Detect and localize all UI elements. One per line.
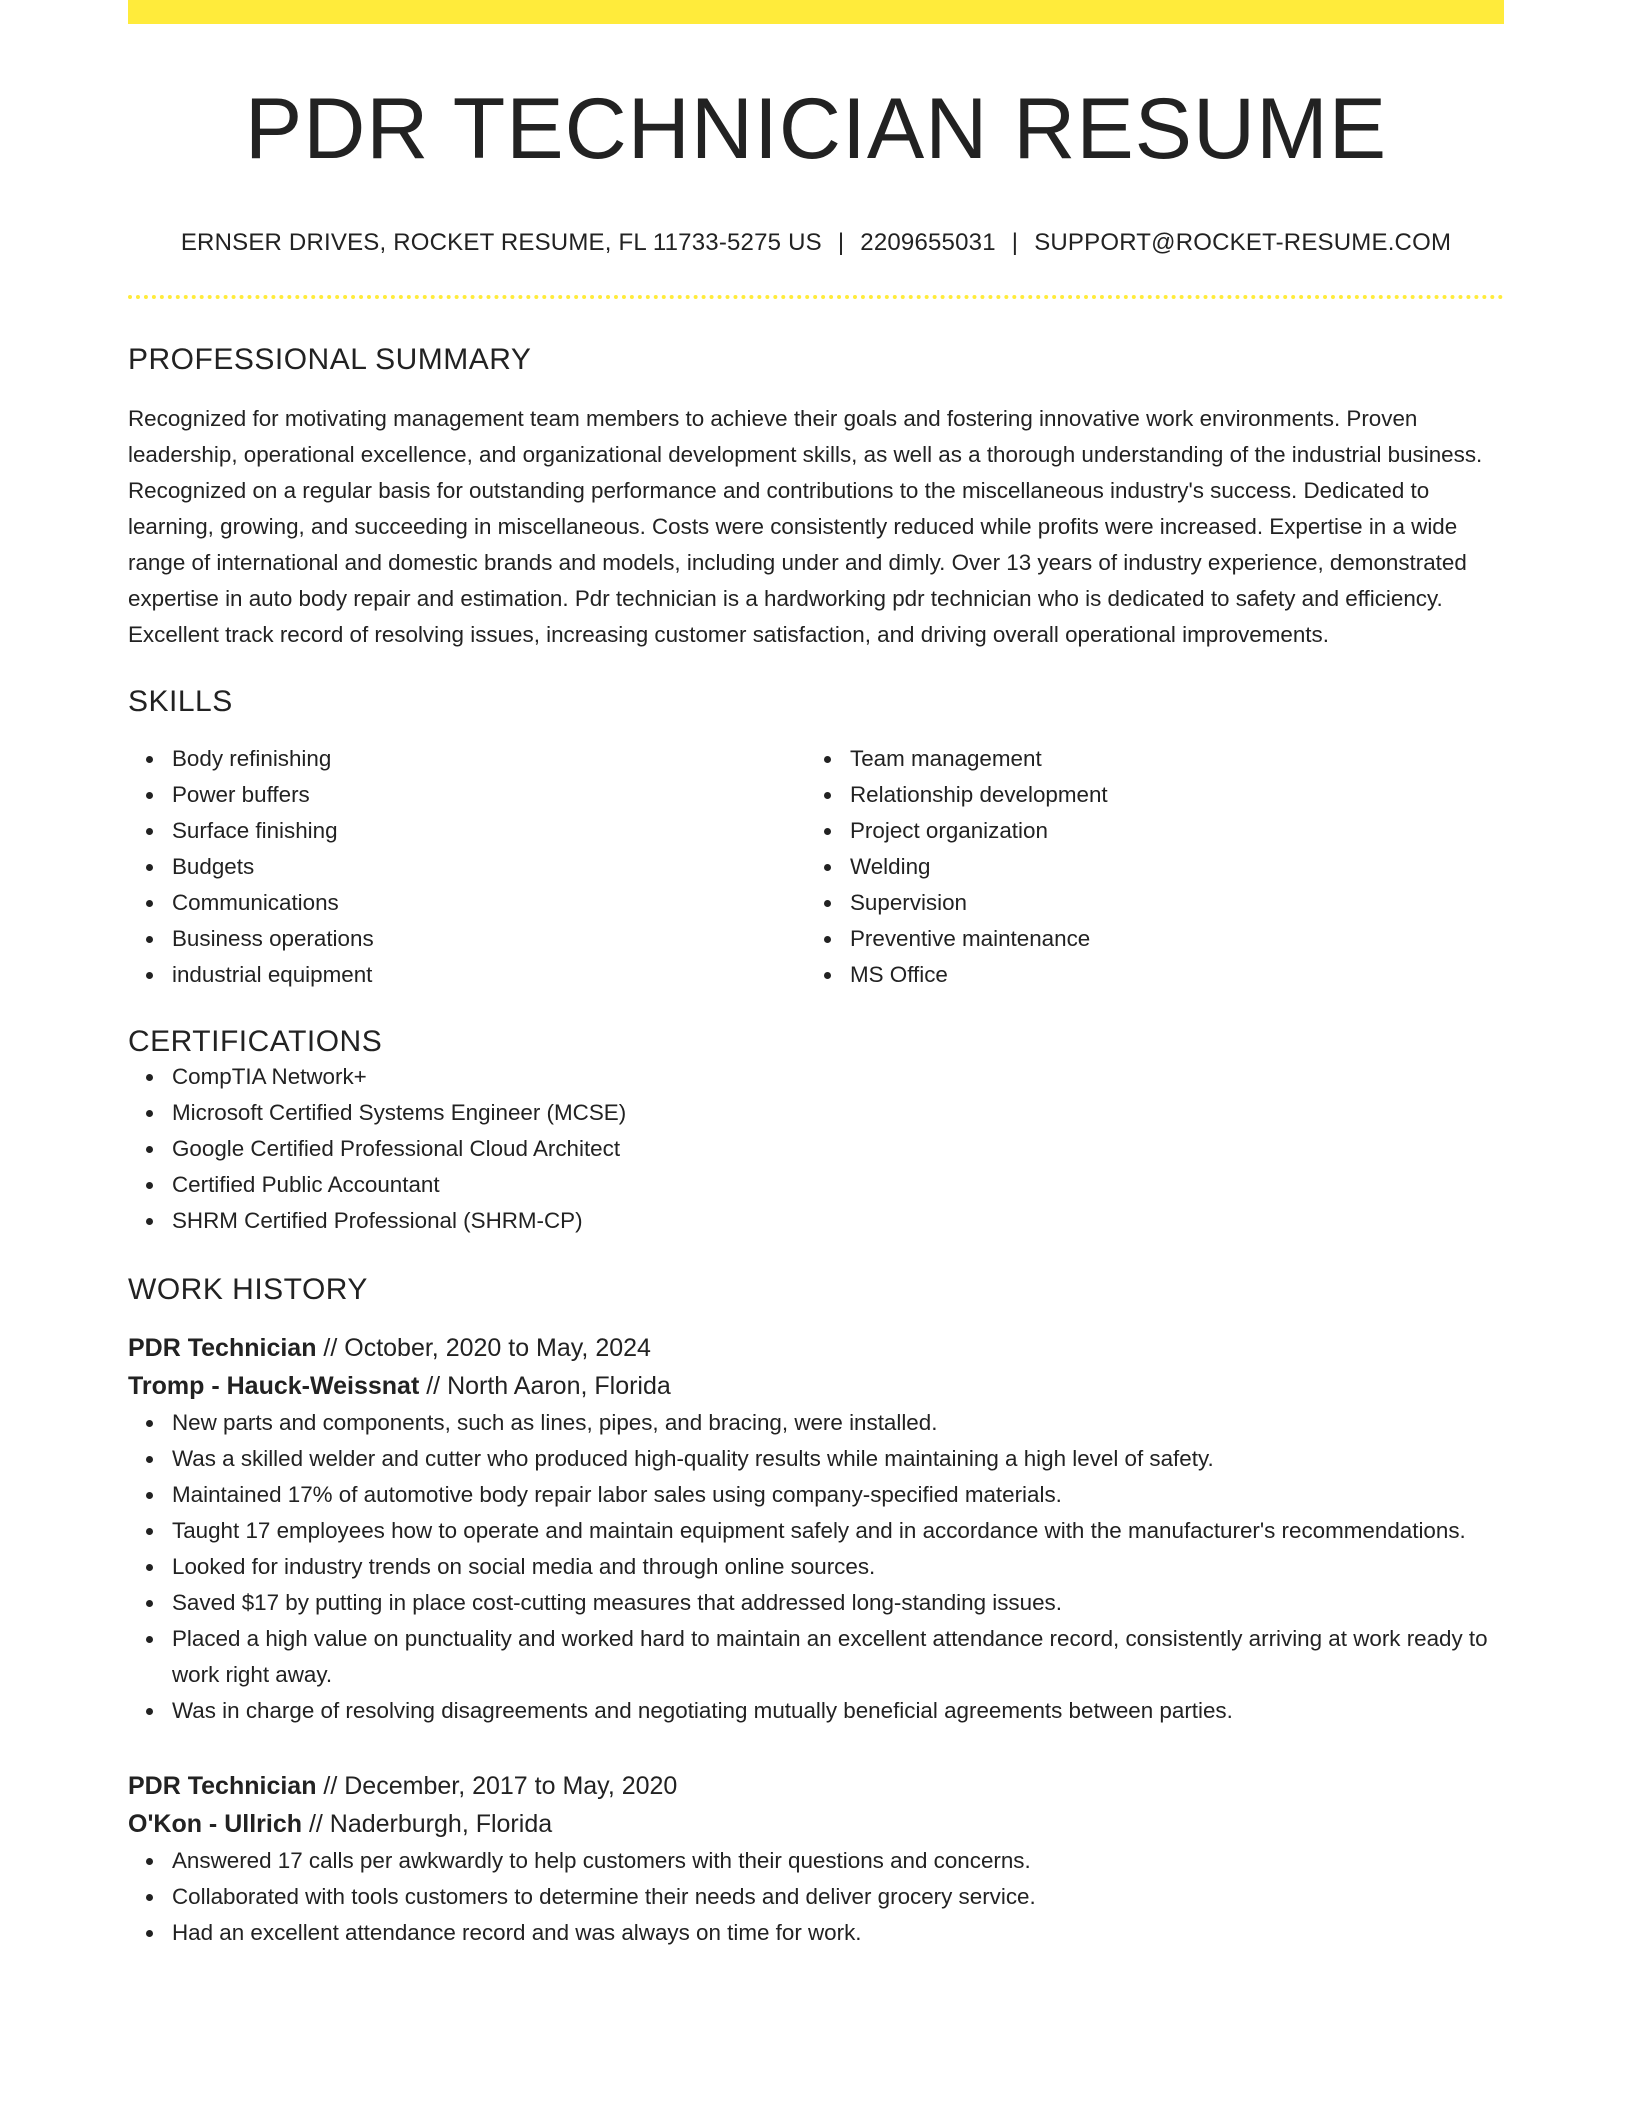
skill-item: Welding xyxy=(850,849,1484,885)
certification-item: CompTIA Network+ xyxy=(172,1059,1504,1095)
job-bullet: Looked for industry trends on social media and through online sources. xyxy=(172,1549,1504,1585)
job-bullet: Saved $17 by putting in place cost-cutting measures that addressed long-standing issues. xyxy=(172,1585,1504,1621)
job-entry xyxy=(128,1767,1504,1951)
skills-column-left xyxy=(128,741,806,993)
job-dates: // December, 2017 to May, 2020 xyxy=(316,1771,678,1800)
skill-item: Preventive maintenance xyxy=(850,921,1484,957)
skill-item: MS Office xyxy=(850,957,1484,993)
job-bullets xyxy=(128,1843,1504,1951)
certifications-list xyxy=(128,1059,1504,1239)
skill-item: Relationship development xyxy=(850,777,1484,813)
skill-item: Communications xyxy=(172,885,806,921)
skill-item: Budgets xyxy=(172,849,806,885)
certification-item: Google Certified Professional Cloud Architect xyxy=(172,1131,1504,1167)
contact-info xyxy=(128,229,1504,257)
job-bullet: Answered 17 calls per awkwardly to help customers with their questions and concerns. xyxy=(172,1843,1504,1879)
skill-item: Body refinishing xyxy=(172,741,806,777)
job-entry xyxy=(128,1329,1504,1729)
skill-item: Team management xyxy=(850,741,1484,777)
summary-text: Recognized for motivating management team members to achieve their goals and fostering innovative work environments. Proven leadership, operational excellence, and organizational development skills, as well as a thorough understanding of the industrial business. Recognized on a regular basis for outstanding performance and contributions to the miscellaneous industry's success. Dedicated to learning, growing, and succeeding in miscellaneous. Costs were consistently reduced while profits were increased. Expertise in a wide range of international and domestic brands and models, including under and dimly. Over 13 years of industry experience, demonstrated expertise in auto body repair and estimation. Pdr technician is a hardworking pdr technician who is dedicated to safety and efficiency. Excellent track record of resolving issues, increasing customer satisfaction, and driving overall operational improvements. xyxy=(128,405,1483,647)
contact-address: ERNSER DRIVES, ROCKET RESUME, FL 11733-5275 US xyxy=(180,228,822,256)
job-bullet: Was in charge of resolving disagreements and negotiating mutually beneficial agreements between parties. xyxy=(172,1693,1504,1729)
job-bullet: Collaborated with tools customers to determine their needs and deliver grocery service. xyxy=(172,1879,1504,1915)
skill-item: Project organization xyxy=(850,813,1484,849)
job-bullet: Maintained 17% of automotive body repair labor sales using company-specified materials. xyxy=(172,1477,1504,1513)
dotted-divider xyxy=(128,295,1504,299)
certifications-heading: CERTIFICATIONS xyxy=(128,1024,383,1058)
job-bullets xyxy=(128,1405,1504,1729)
job-bullet: Placed a high value on punctuality and worked hard to maintain an excellent attendance record, consistently arriving at work ready to work right away. xyxy=(172,1621,1504,1693)
job-title-line xyxy=(128,1767,1504,1805)
skills-column-right xyxy=(806,741,1484,993)
skill-item: Business operations xyxy=(172,921,806,957)
contact-phone: 2209655031 xyxy=(860,228,996,256)
job-company: Tromp - Hauck-Weissnat xyxy=(128,1371,420,1400)
skill-item: Power buffers xyxy=(172,777,806,813)
skill-item: Surface finishing xyxy=(172,813,806,849)
job-bullet: New parts and components, such as lines, pipes, and bracing, were installed. xyxy=(172,1405,1504,1441)
job-title: PDR Technician xyxy=(128,1771,317,1800)
top-accent-bar xyxy=(128,0,1504,24)
skills-grid xyxy=(128,741,1504,993)
contact-email: SUPPORT@ROCKET-RESUME.COM xyxy=(1034,228,1452,256)
skill-item: industrial equipment xyxy=(172,957,806,993)
job-location: // Naderburgh, Florida xyxy=(302,1809,553,1838)
job-title: PDR Technician xyxy=(128,1333,317,1362)
job-bullet: Was a skilled welder and cutter who produced high-quality results while maintaining a high level of safety. xyxy=(172,1441,1504,1477)
contact-separator: | xyxy=(1011,228,1019,256)
job-company: O'Kon - Ullrich xyxy=(128,1809,302,1838)
resume-title: PDR TECHNICIAN RESUME xyxy=(244,81,1388,177)
job-company-line xyxy=(128,1367,1504,1405)
job-location: // North Aaron, Florida xyxy=(419,1371,671,1400)
certification-item: SHRM Certified Professional (SHRM-CP) xyxy=(172,1203,1504,1239)
summary-heading: PROFESSIONAL SUMMARY xyxy=(128,342,532,376)
job-company-line xyxy=(128,1805,1504,1843)
job-title-line xyxy=(128,1329,1504,1367)
job-bullet: Had an excellent attendance record and was always on time for work. xyxy=(172,1915,1504,1951)
contact-separator: | xyxy=(837,228,845,256)
job-bullet: Taught 17 employees how to operate and maintain equipment safely and in accordance with the manufacturer's recommendations. xyxy=(172,1513,1504,1549)
skill-item: Supervision xyxy=(850,885,1484,921)
job-dates: // October, 2020 to May, 2024 xyxy=(316,1333,651,1362)
skills-list-right xyxy=(806,741,1484,993)
certification-item: Microsoft Certified Systems Engineer (MCSE) xyxy=(172,1095,1504,1131)
resume-page xyxy=(128,0,1504,2112)
skills-list-left xyxy=(128,741,806,993)
certification-item: Certified Public Accountant xyxy=(172,1167,1504,1203)
skills-heading: SKILLS xyxy=(128,684,233,718)
work-history-heading: WORK HISTORY xyxy=(128,1272,368,1306)
